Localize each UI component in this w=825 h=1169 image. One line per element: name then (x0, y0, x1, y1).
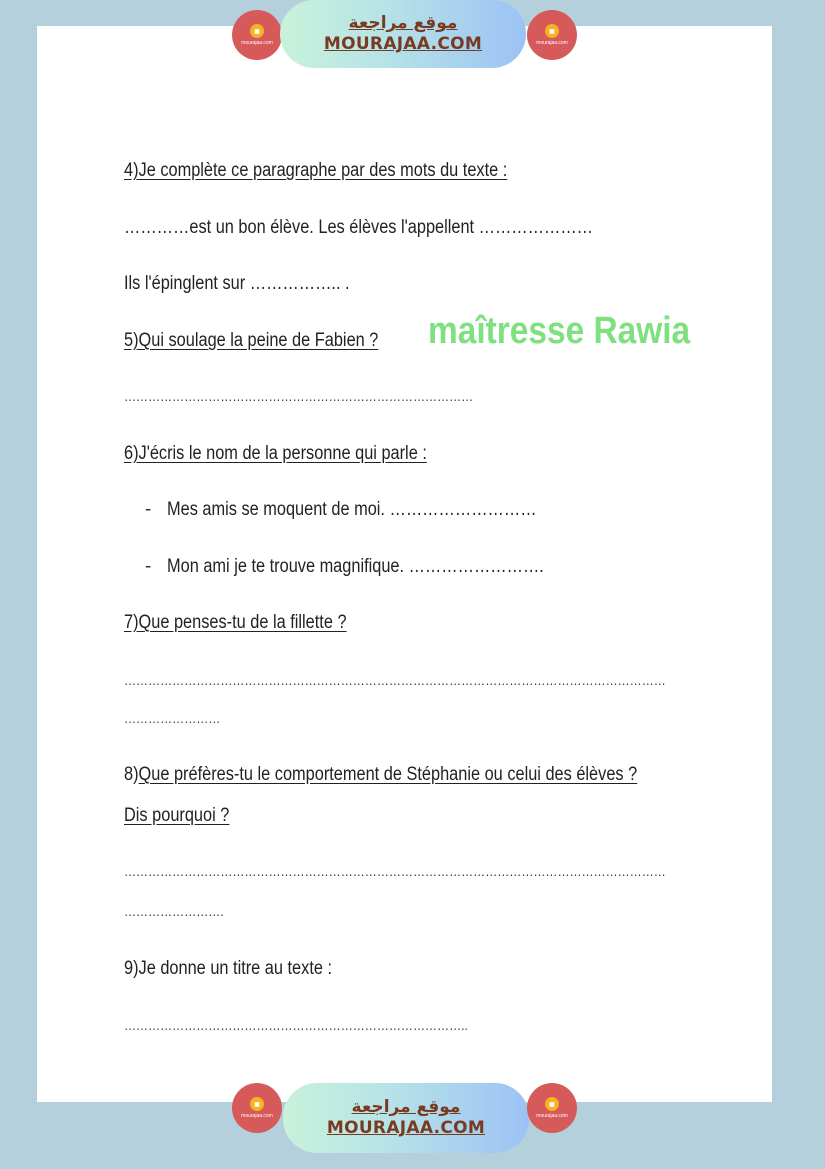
badge-label: mourajaa.com (241, 40, 273, 46)
answer-line: ……………………. (124, 903, 224, 919)
question-number: 7) (124, 612, 139, 633)
answer-line: ……………………………………………………………………………………………………………………… (124, 672, 666, 688)
answer-line: ……………………………………………………………………………………………………………………… (124, 863, 666, 879)
question-number: 5) (124, 330, 139, 351)
answer-line: …………………………………………………………………………… (124, 388, 474, 404)
site-banner-bottom[interactable] (283, 1083, 529, 1153)
bullet-marker: - (145, 499, 152, 520)
question-text: Que penses-tu de la fillette ? (138, 612, 347, 633)
answer-line: …………………… (124, 710, 221, 726)
question-4-line-2: Ils l'épinglent sur …………….. . (124, 273, 350, 294)
badge-label: mourajaa.com (536, 1113, 568, 1119)
question-number: 8) (124, 764, 139, 785)
question-text: Je donne un titre au texte : (138, 958, 333, 979)
quote-1: Mes amis se moquent de moi. ……………………… (167, 499, 537, 520)
answer-line: ………………………………………………………………………….. (124, 1017, 468, 1033)
question-9-title (124, 958, 332, 980)
question-number: 9) (124, 958, 139, 979)
question-number: 6) (124, 443, 139, 464)
question-8-title (124, 764, 637, 786)
question-5-title (124, 330, 378, 352)
logo-badge-right-top (527, 10, 577, 60)
book-icon: ▣ (250, 24, 264, 38)
book-icon: ▣ (545, 1097, 559, 1111)
badge-label: mourajaa.com (241, 1113, 273, 1119)
bullet-marker: - (145, 556, 152, 577)
quote-2: Mon ami je te trouve magnifique. ……………………. (167, 556, 544, 577)
logo-badge-left-top (232, 10, 282, 60)
book-icon: ▣ (250, 1097, 264, 1111)
question-text: J'écris le nom de la personne qui parle : (138, 443, 427, 464)
watermark: maîtresse Rawia (428, 310, 691, 352)
badge-label: mourajaa.com (536, 40, 568, 46)
question-text: Qui soulage la peine de Fabien ? (138, 330, 379, 351)
logo-badge-right-bottom (527, 1083, 577, 1133)
book-icon: ▣ (545, 24, 559, 38)
question-number: 4) (124, 160, 139, 181)
question-text: Je complète ce paragraphe par des mots du texte : (138, 160, 508, 181)
site-name-arabic: موقع مراجعة (351, 1097, 461, 1117)
site-banner-top[interactable] (280, 0, 526, 68)
site-name: MOURAJAA.COM (326, 1118, 486, 1138)
question-4-title (124, 160, 507, 182)
site-name-arabic: موقع مراجعة (348, 13, 458, 33)
site-name: MOURAJAA.COM (323, 34, 483, 54)
question-7-title (124, 612, 347, 634)
question-text: Que préfères-tu le comportement de Stéphanie ou celui des élèves ? (138, 764, 638, 785)
question-4-line-1: …………est un bon élève. Les élèves l'appellent ………………… (124, 217, 594, 238)
question-8-title-line-2: Dis pourquoi ? (124, 805, 230, 826)
question-6-title (124, 443, 427, 465)
logo-badge-left-bottom (232, 1083, 282, 1133)
